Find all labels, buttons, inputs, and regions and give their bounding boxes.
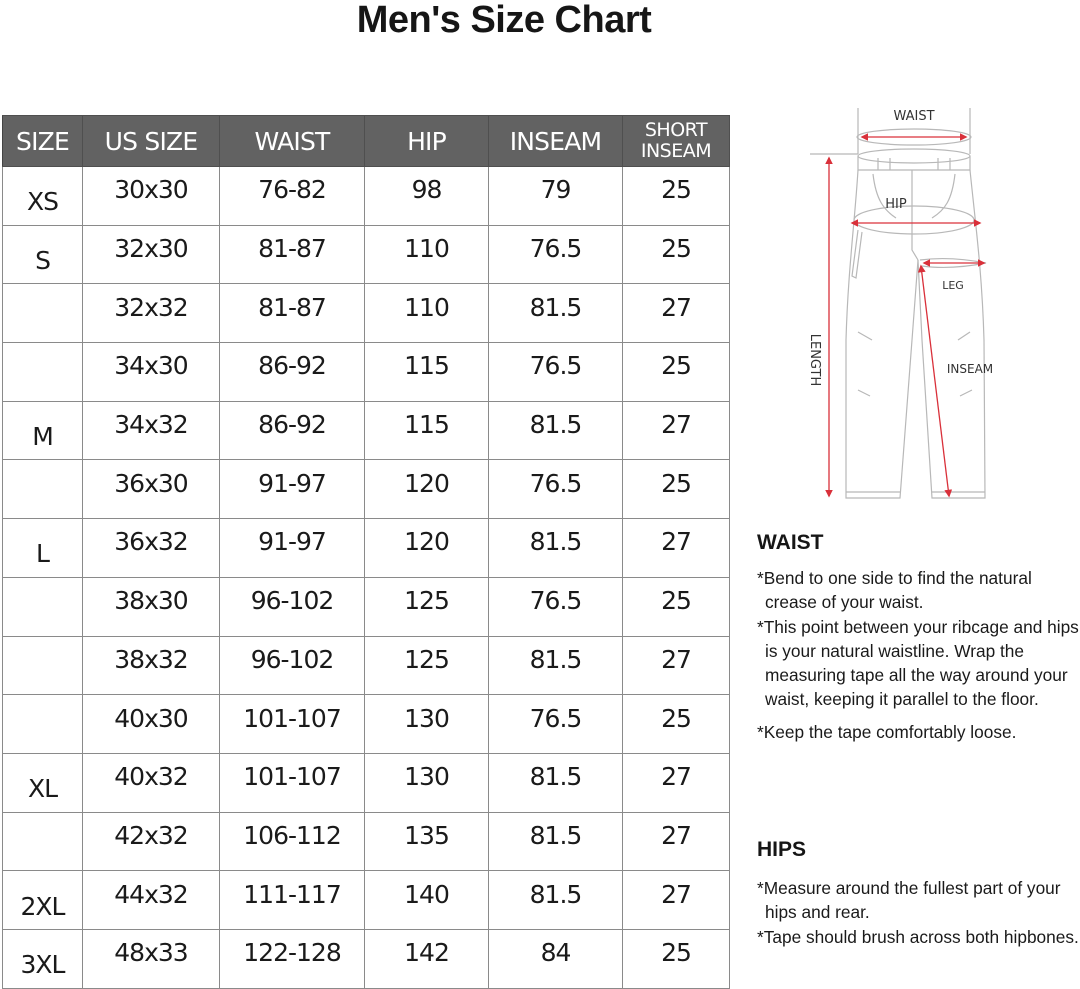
table-row [3, 343, 730, 402]
cell-size [3, 871, 83, 930]
cell-text: 130 [404, 762, 449, 792]
cell-short-inseam [623, 167, 730, 226]
cell-hip [365, 929, 489, 988]
cell-inseam [489, 871, 623, 930]
cell-text: 76-82 [258, 175, 326, 205]
cell-text: XL [27, 774, 58, 804]
cell-short-inseam [623, 636, 730, 695]
cell-text: 101-107 [243, 703, 341, 733]
cell-hip [365, 343, 489, 402]
leg-label: LEG [942, 279, 964, 292]
cell-short-inseam [623, 577, 730, 636]
cell-waist [220, 812, 365, 871]
cell-hip [365, 225, 489, 284]
cell-text: 27 [661, 820, 691, 850]
cell-text: 36x30 [114, 468, 188, 498]
cell-text: 81.5 [529, 644, 582, 674]
cell-size [3, 460, 83, 519]
cell-waist [220, 401, 365, 460]
diagram-labels [807, 109, 993, 386]
cell-text: XS [27, 187, 58, 217]
cell-text: 81-87 [258, 234, 326, 264]
cell-size [3, 284, 83, 343]
cell-hip [365, 167, 489, 226]
waist-note: *This point between your ribcage and hips is your natural waistline. Wrap the measuring tape all the way around your waist, keeping it parallel to the floor. [757, 616, 1079, 710]
table-row [3, 167, 730, 226]
cell-text: 98 [411, 175, 442, 205]
cell-us-size [83, 343, 220, 402]
cell-text: 36x32 [114, 527, 188, 557]
hip-label: HIP [885, 197, 907, 212]
cell-text: 115 [404, 410, 449, 440]
cell-text: 25 [661, 468, 691, 498]
table-row [3, 812, 730, 871]
cell-short-inseam [623, 929, 730, 988]
cell-short-inseam [623, 812, 730, 871]
cell-hip [365, 284, 489, 343]
cell-text: 135 [404, 820, 449, 850]
page-title: Men's Size Chart [356, 0, 652, 41]
cell-text: 130 [404, 703, 449, 733]
inseam-label: INSEAM [946, 362, 994, 376]
cell-text: 30x30 [114, 175, 188, 205]
column-header-hip: HIP [365, 116, 489, 167]
table-row [3, 871, 730, 930]
table-row [3, 753, 730, 812]
cell-text: 44x32 [114, 879, 188, 909]
size-chart-table [2, 115, 730, 989]
cell-short-inseam [623, 225, 730, 284]
cell-us-size [83, 695, 220, 754]
hips-notes [757, 876, 1080, 949]
cell-us-size [83, 812, 220, 871]
cell-text: 110 [404, 234, 449, 264]
cell-text: 84 [540, 938, 571, 968]
cell-us-size [83, 225, 220, 284]
cell-hip [365, 871, 489, 930]
cell-hip [365, 636, 489, 695]
cell-us-size [83, 929, 220, 988]
cell-size [3, 225, 83, 284]
cell-us-size [83, 519, 220, 578]
cell-waist [220, 167, 365, 226]
cell-waist [220, 929, 365, 988]
cell-text: 81.5 [529, 527, 582, 557]
cell-waist [220, 519, 365, 578]
length-label: LENGTH [807, 333, 822, 387]
cell-inseam [489, 695, 623, 754]
cell-text: 42x32 [114, 820, 188, 850]
cell-text: 25 [661, 938, 691, 968]
cell-text: L [36, 539, 49, 569]
waist-note: *Bend to one side to find the natural crease of your waist. [757, 568, 1032, 613]
cell-text: 111-117 [243, 879, 341, 909]
cell-text: 34x32 [114, 410, 188, 440]
cell-text: 79 [540, 175, 571, 205]
column-header-us-size: US SIZE [83, 116, 220, 167]
column-header-inseam: INSEAM [489, 116, 623, 167]
cell-text: 120 [404, 527, 449, 557]
cell-inseam [489, 167, 623, 226]
cell-short-inseam [623, 460, 730, 519]
pants-measurement-diagram [800, 100, 1000, 510]
cell-inseam [489, 636, 623, 695]
cell-text: 96-102 [250, 586, 334, 616]
table-row [3, 460, 730, 519]
waist-note: *Keep the tape comfortably loose. [757, 721, 1017, 742]
cell-text: 27 [661, 644, 691, 674]
cell-text: 27 [661, 410, 691, 440]
cell-text: 25 [661, 586, 691, 616]
cell-text: 81.5 [529, 410, 582, 440]
cell-size [3, 519, 83, 578]
cell-text: 86-92 [258, 351, 326, 381]
cell-text: 81.5 [529, 879, 582, 909]
cell-text: 48x33 [114, 938, 188, 968]
cell-inseam [489, 225, 623, 284]
cell-text: 120 [404, 468, 449, 498]
waist-label: WAIST [893, 109, 935, 124]
column-header-waist: WAIST [220, 116, 365, 167]
cell-size [3, 343, 83, 402]
table-row [3, 519, 730, 578]
cell-waist [220, 871, 365, 930]
cell-size [3, 577, 83, 636]
cell-inseam [489, 929, 623, 988]
table-row [3, 636, 730, 695]
table-row [3, 225, 730, 284]
cell-text: 125 [404, 644, 449, 674]
table-row [3, 695, 730, 754]
cell-text: 25 [661, 703, 691, 733]
cell-text: 27 [661, 879, 691, 909]
cell-waist [220, 695, 365, 754]
table-header-row [3, 116, 730, 167]
cell-text: 25 [661, 175, 691, 205]
cell-text: 81.5 [529, 820, 582, 850]
cell-size [3, 167, 83, 226]
cell-size [3, 812, 83, 871]
cell-text: 115 [404, 351, 449, 381]
cell-short-inseam [623, 519, 730, 578]
cell-hip [365, 753, 489, 812]
cell-text: 25 [661, 234, 691, 264]
table-row [3, 284, 730, 343]
cell-us-size [83, 636, 220, 695]
cell-text: 122-128 [243, 938, 341, 968]
cell-size [3, 753, 83, 812]
cell-inseam [489, 284, 623, 343]
table-row [3, 929, 730, 988]
cell-text: 91-97 [258, 527, 326, 557]
cell-text: 34x30 [114, 351, 188, 381]
cell-text: 27 [661, 762, 691, 792]
cell-waist [220, 460, 365, 519]
table-row [3, 401, 730, 460]
cell-text: 25 [661, 351, 691, 381]
cell-us-size [83, 753, 220, 812]
cell-inseam [489, 460, 623, 519]
waist-notes [757, 566, 1080, 744]
cell-inseam [489, 577, 623, 636]
cell-short-inseam [623, 284, 730, 343]
cell-waist [220, 753, 365, 812]
cell-waist [220, 225, 365, 284]
cell-us-size [83, 577, 220, 636]
cell-text: 91-97 [258, 468, 326, 498]
cell-text: 81-87 [258, 292, 326, 322]
cell-text: 40x30 [114, 703, 188, 733]
cell-text: 3XL [20, 950, 65, 980]
cell-short-inseam [623, 695, 730, 754]
cell-text: 140 [404, 879, 449, 909]
cell-waist [220, 284, 365, 343]
cell-text: 76.5 [529, 234, 582, 264]
cell-text: 110 [404, 292, 449, 322]
cell-text: 76.5 [529, 351, 582, 381]
cell-size [3, 695, 83, 754]
hips-note: *Tape should brush across both hipbones. [757, 926, 1079, 947]
cell-hip [365, 401, 489, 460]
cell-text: 101-107 [243, 762, 341, 792]
cell-text: 125 [404, 586, 449, 616]
cell-text: 106-112 [243, 820, 341, 850]
hips-note: *Measure around the fullest part of your hips and rear. [757, 878, 1061, 923]
cell-short-inseam [623, 343, 730, 402]
cell-inseam [489, 343, 623, 402]
measurement-arrows-icon [829, 137, 984, 496]
cell-text: 76.5 [529, 586, 582, 616]
column-header-size: SIZE [3, 116, 83, 167]
waist-heading: WAIST [757, 531, 824, 554]
header-line: SHORT [644, 119, 708, 141]
cell-short-inseam [623, 753, 730, 812]
column-header-short-inseam [623, 116, 730, 167]
cell-text: 81.5 [529, 292, 582, 322]
cell-text: 40x32 [114, 762, 188, 792]
cell-inseam [489, 401, 623, 460]
header-line: INSEAM [640, 140, 712, 162]
cell-waist [220, 343, 365, 402]
cell-text: 38x32 [114, 644, 188, 674]
cell-hip [365, 577, 489, 636]
hips-heading: HIPS [757, 838, 807, 861]
table-row [3, 577, 730, 636]
cell-size [3, 929, 83, 988]
cell-inseam [489, 753, 623, 812]
cell-text: 38x30 [114, 586, 188, 616]
cell-text: 27 [661, 527, 691, 557]
cell-text: 27 [661, 292, 691, 322]
cell-hip [365, 695, 489, 754]
cell-hip [365, 519, 489, 578]
cell-text: 76.5 [529, 703, 582, 733]
cell-text: 142 [404, 938, 449, 968]
cell-hip [365, 812, 489, 871]
cell-inseam [489, 812, 623, 871]
cell-text: 2XL [20, 891, 65, 921]
pants-outline-icon [810, 108, 986, 498]
cell-size [3, 636, 83, 695]
cell-us-size [83, 284, 220, 343]
cell-inseam [489, 519, 623, 578]
cell-text: 32x30 [114, 234, 188, 264]
cell-text: 86-92 [258, 410, 326, 440]
cell-waist [220, 636, 365, 695]
cell-text: S [35, 246, 50, 276]
cell-size [3, 401, 83, 460]
cell-us-size [83, 871, 220, 930]
cell-text: M [32, 422, 53, 452]
cell-text: 32x32 [114, 292, 188, 322]
cell-us-size [83, 401, 220, 460]
cell-us-size [83, 167, 220, 226]
cell-short-inseam [623, 871, 730, 930]
cell-hip [365, 460, 489, 519]
cell-text: 81.5 [529, 762, 582, 792]
cell-us-size [83, 460, 220, 519]
cell-waist [220, 577, 365, 636]
cell-text: 76.5 [529, 468, 582, 498]
cell-short-inseam [623, 401, 730, 460]
cell-text: 96-102 [250, 644, 334, 674]
